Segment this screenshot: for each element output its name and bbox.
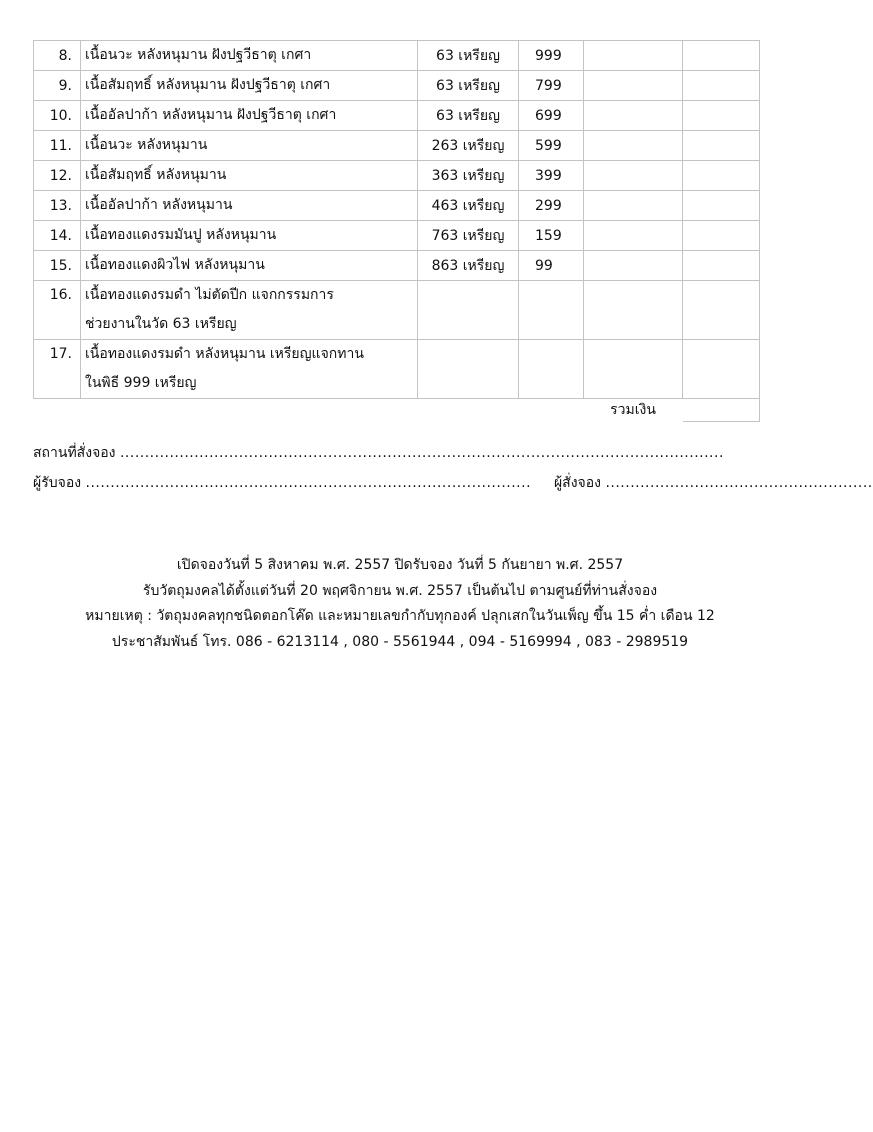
item-price: 799: [519, 71, 584, 101]
coin-count: 463 เหรียญ: [418, 191, 519, 221]
coin-count: [418, 340, 519, 399]
table-row: [34, 281, 760, 340]
orderer-label: ผู้สั่งจอง: [553, 475, 601, 491]
amount-cell: [683, 161, 760, 191]
pickup-date-text: รับวัตถุมงคลได้ตั้งแต่วันที่ 20 พฤศจิกายน พ.ศ. 2557 เป็นต้นไป ตามศูนย์ที่ท่านสั่งจอง: [142, 582, 658, 599]
order-place-label: สถานที่สั่งจอง: [33, 445, 116, 461]
item-description: เนื้ออัลปาก้า หลังหนุมาน: [81, 191, 418, 221]
row-number: 12.: [34, 161, 81, 191]
order-table: [33, 40, 760, 422]
item-description: เนื้อทองแดงรมมันปู หลังหนุมาน: [81, 221, 418, 251]
row-number: 10.: [34, 101, 81, 131]
coin-count: 263 เหรียญ: [418, 131, 519, 161]
row-number: 15.: [34, 251, 81, 281]
item-price: 399: [519, 161, 584, 191]
table-row: [34, 131, 760, 161]
table-row: [34, 101, 760, 131]
coin-count: 763 เหรียญ: [418, 221, 519, 251]
row-number: 11.: [34, 131, 81, 161]
item-description-line: ช่วยงานในวัด 63 เหรียญ: [85, 316, 237, 332]
item-price: 99: [519, 251, 584, 281]
quantity-cell: [584, 131, 683, 161]
table-row: [34, 41, 760, 71]
row-number: 8.: [34, 41, 81, 71]
row-number: 13.: [34, 191, 81, 221]
receiver-dots: ..........................................................................................: [85, 475, 532, 491]
amount-cell: [683, 41, 760, 71]
coin-count: [418, 281, 519, 340]
item-description-line: เนื้อทองแดงรมดำ ไม่ตัดปีก แจกกรรมการ: [85, 287, 334, 303]
notes-section: [0, 553, 800, 655]
amount-cell: [683, 71, 760, 101]
receiver-label: ผู้รับจอง: [33, 475, 82, 491]
signature-line: [33, 472, 873, 494]
item-price: 159: [519, 221, 584, 251]
quantity-cell: [584, 191, 683, 221]
remark-text: หมายเหตุ : วัตถุมงคลทุกชนิดตอกโค๊ด และหมายเลขกำกับทุกองค์ ปลุกเสกในวันเพ็ญ ขึ้น 15 ค่ำ เดือน 12: [85, 608, 715, 624]
order-place-dots: ..........................................................................................................................: [119, 445, 724, 461]
coin-count: 63 เหรียญ: [418, 71, 519, 101]
item-description-line: เนื้อทองแดงรมดำ หลังหนุมาน เหรียญแจกทาน: [85, 346, 364, 362]
orderer-dots: ......................................................: [605, 475, 873, 491]
item-price: 599: [519, 131, 584, 161]
row-number: 17.: [34, 340, 81, 399]
table-row: [34, 251, 760, 281]
quantity-cell: [584, 340, 683, 399]
item-price: 299: [519, 191, 584, 221]
coin-count: 363 เหรียญ: [418, 161, 519, 191]
amount-cell: [683, 131, 760, 161]
order-place-line: [33, 442, 724, 464]
quantity-cell: [584, 41, 683, 71]
table-row: [34, 71, 760, 101]
item-description: เนื้อนวะ หลังหนุมาน: [81, 131, 418, 161]
amount-cell: [683, 281, 760, 340]
table-row: [34, 221, 760, 251]
row-number: 14.: [34, 221, 81, 251]
coin-count: 63 เหรียญ: [418, 41, 519, 71]
quantity-cell: [584, 281, 683, 340]
amount-cell: [683, 221, 760, 251]
quantity-cell: [584, 71, 683, 101]
item-description: เนื้อนวะ หลังหนุมาน ฝังปฐวีธาตุ เกศา: [81, 41, 418, 71]
item-description-line: ในพิธี 999 เหรียญ: [85, 375, 197, 391]
total-label: รวมเงิน: [610, 402, 656, 418]
quantity-cell: [584, 161, 683, 191]
item-description: เนื้อทองแดงผิวไฟ หลังหนุมาน: [81, 251, 418, 281]
item-description: เนื้อสัมฤทธิ์ หลังหนุมาน: [81, 161, 418, 191]
quantity-cell: [584, 221, 683, 251]
amount-cell: [683, 251, 760, 281]
item-description: [81, 281, 418, 340]
coin-count: 863 เหรียญ: [418, 251, 519, 281]
table-row: [34, 191, 760, 221]
row-number: 16.: [34, 281, 81, 340]
total-row: [34, 399, 760, 422]
amount-cell: [683, 101, 760, 131]
item-price: 699: [519, 101, 584, 131]
item-price: 999: [519, 41, 584, 71]
contact-phone-text: ประชาสัมพันธ์ โทร. 086 - 6213114 , 080 - 5561944 , 094 - 5169994 , 083 - 2989519: [111, 633, 689, 650]
quantity-cell: [584, 101, 683, 131]
coin-count: 63 เหรียญ: [418, 101, 519, 131]
amount-cell: [683, 340, 760, 399]
quantity-cell: [584, 251, 683, 281]
total-amount-box: [683, 399, 760, 422]
booking-period-text: เปิดจองวันที่ 5 สิงหาคม พ.ศ. 2557 ปิดรับจอง วันที่ 5 กันยายา พ.ศ. 2557: [176, 557, 624, 573]
item-description: เนื้ออัลปาก้า หลังหนุมาน ฝังปฐวีธาตุ เกศา: [81, 101, 418, 131]
item-price: [519, 281, 584, 340]
item-price: [519, 340, 584, 399]
table-row: [34, 340, 760, 399]
item-description: [81, 340, 418, 399]
amount-cell: [683, 191, 760, 221]
item-description: เนื้อสัมฤทธิ์ หลังหนุมาน ฝังปฐวีธาตุ เกศา: [81, 71, 418, 101]
table-row: [34, 161, 760, 191]
row-number: 9.: [34, 71, 81, 101]
